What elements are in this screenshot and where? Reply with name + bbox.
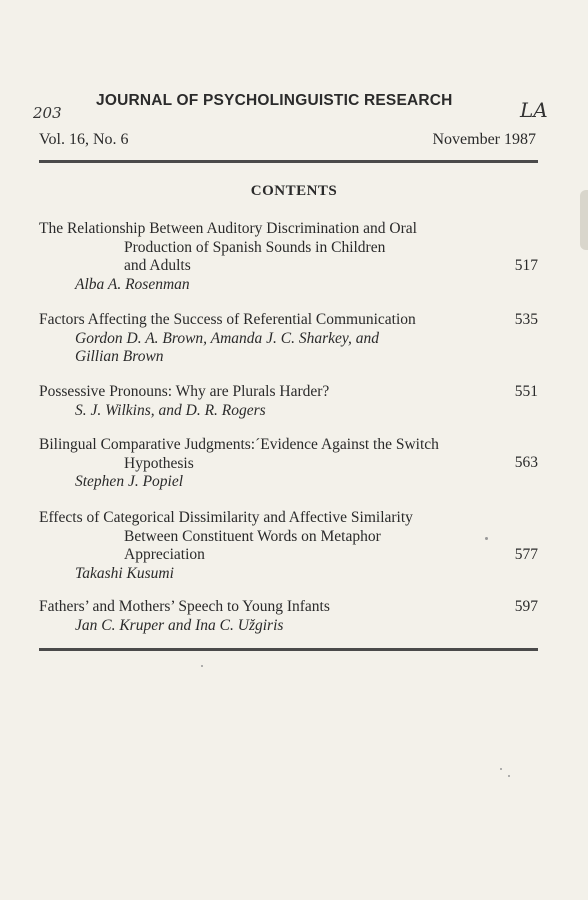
entry-title-line: The Relationship Between Auditory Discrimination and Oral xyxy=(39,220,417,237)
entry-title-line: Between Constituent Words on Metaphor xyxy=(124,527,381,545)
entry-title-line: Effects of Categorical Dissimilarity and Affective Similarity xyxy=(39,509,413,526)
scan-speck xyxy=(485,537,488,540)
entry-authors: Gillian Brown xyxy=(75,348,164,365)
entry-authors: Gordon D. A. Brown, Amanda J. C. Sharkey, and xyxy=(75,329,379,347)
entry-authors: Alba A. Rosenman xyxy=(75,275,190,293)
entry-title-line: Fathers’ and Mothers’ Speech to Young Infants xyxy=(39,598,330,615)
entry-authors: Stephen J. Popiel xyxy=(75,473,184,490)
entry-title-line: Appreciation xyxy=(124,546,205,563)
volume-issue: Vol. 16, No. 6 xyxy=(39,131,129,148)
scan-speck xyxy=(500,768,502,770)
entry-authors: S. J. Wilkins, and D. R. Rogers xyxy=(75,401,266,419)
toc-entry xyxy=(39,311,538,367)
paper-edge-shadow xyxy=(580,190,588,250)
handwritten-annotation-left: 203 xyxy=(33,104,62,122)
toc-entry xyxy=(39,383,538,420)
entry-page-number: 535 xyxy=(514,311,538,328)
entry-authors: Jan C. Kruper and Ina C. Užgiris xyxy=(75,616,284,634)
scan-speck xyxy=(201,665,203,667)
top-rule xyxy=(39,160,538,163)
journal-title: JOURNAL OF PSYCHOLINGUISTIC RESEARCH xyxy=(96,92,453,109)
issue-date: November 1987 xyxy=(432,131,536,148)
entry-title-line: Production of Spanish Sounds in Children xyxy=(124,238,386,256)
entry-title-line: Bilingual Comparative Judgments:´Evidence Against the Switch xyxy=(39,436,439,453)
entry-page-number: 517 xyxy=(514,257,538,274)
entry-authors: Takashi Kusumi xyxy=(75,564,174,582)
entry-title-line: Hypothesis xyxy=(124,454,194,472)
toc-entry xyxy=(39,436,538,492)
entry-title-line: and Adults xyxy=(124,257,191,274)
entry-title-line: Factors Affecting the Success of Referential Communication xyxy=(39,311,416,328)
toc-entry xyxy=(39,220,538,294)
entry-page-number: 563 xyxy=(514,454,538,471)
toc-entry xyxy=(39,509,538,583)
toc-entry xyxy=(39,598,538,635)
entry-page-number: 597 xyxy=(514,598,538,615)
scan-speck xyxy=(508,775,510,777)
entry-page-number: 551 xyxy=(514,383,538,400)
contents-heading: CONTENTS xyxy=(250,183,338,199)
bottom-rule xyxy=(39,648,538,651)
handwritten-annotation-right: LA xyxy=(520,98,548,122)
entry-title-line: Possessive Pronouns: Why are Plurals Harder? xyxy=(39,383,330,400)
entry-page-number: 577 xyxy=(514,546,538,563)
